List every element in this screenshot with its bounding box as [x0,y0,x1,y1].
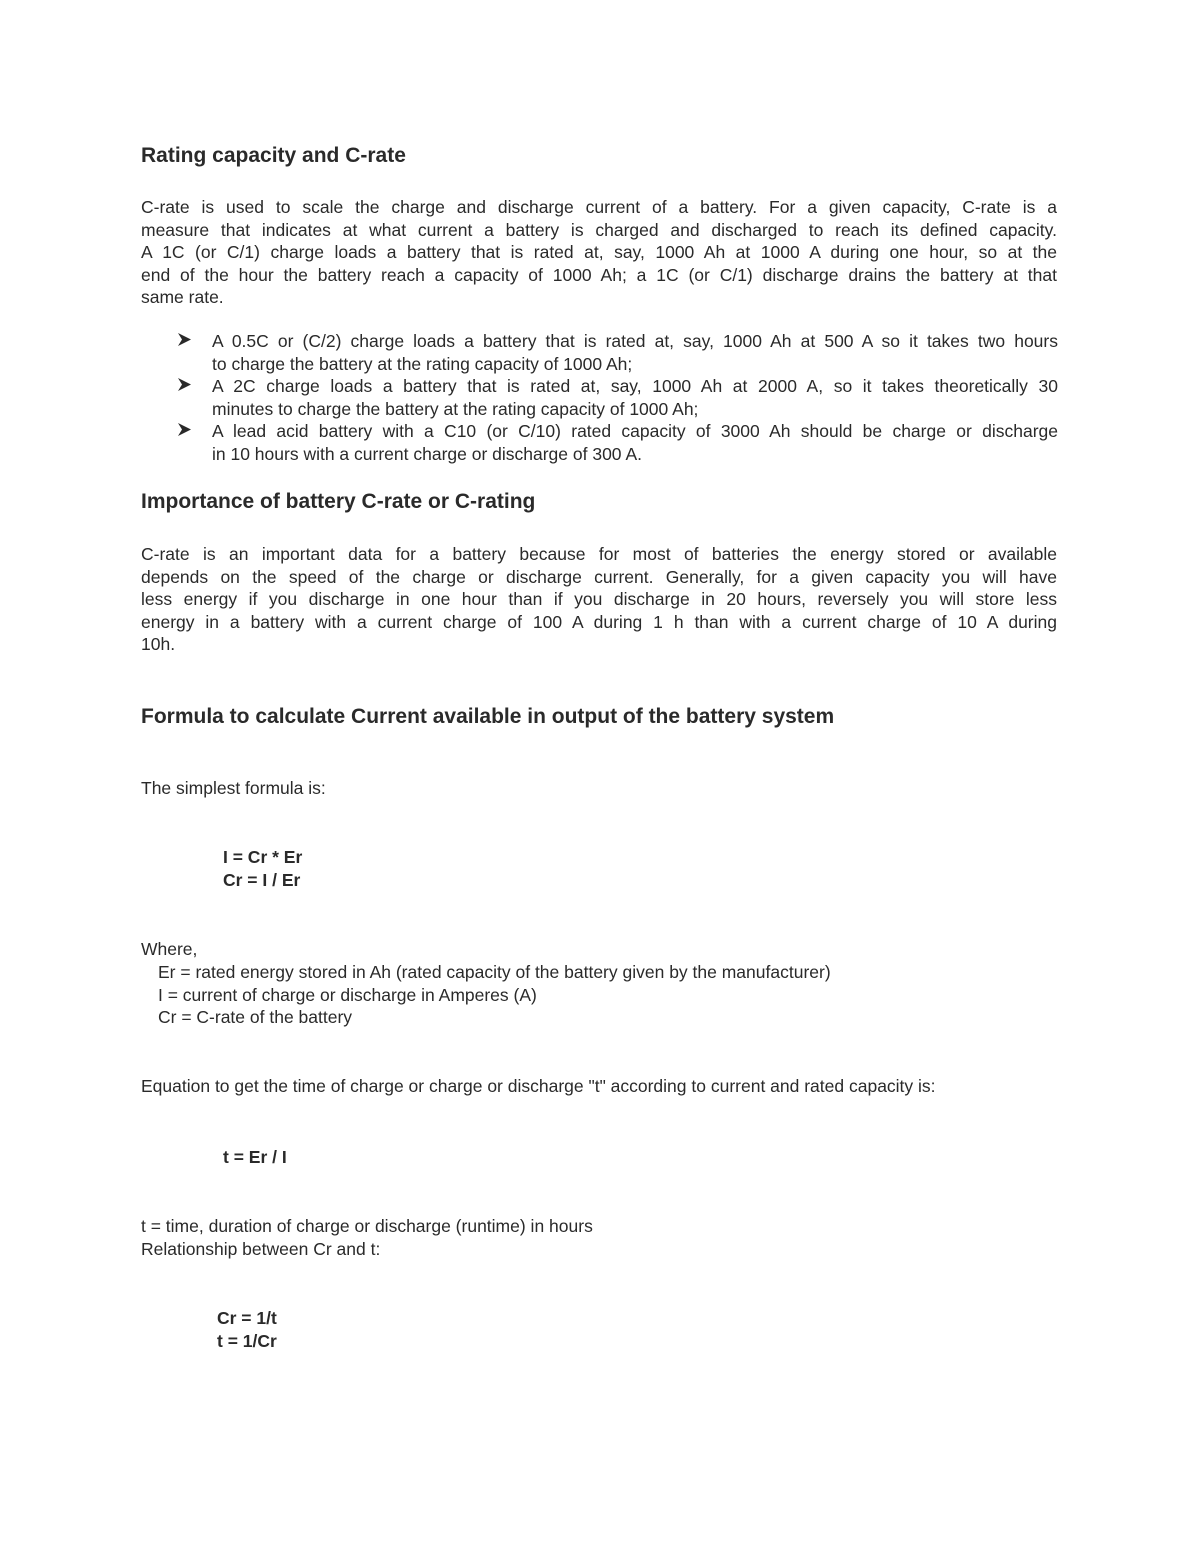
importance-paragraph-line: energy in a battery with a current charge of 100 A during 1 h than with a current charge of 10 A during [141,611,1057,632]
rating-paragraph-line: measure that indicates at what current a battery is charged and discharged to reach its defined capacity. [141,219,1057,240]
bullet-item [176,330,1058,376]
time-definition: t = time, duration of charge or discharge (runtime) in hours [141,1216,593,1236]
arrowhead-bullet-icon [176,330,194,350]
where-item-er: Er = rated energy stored in Ah (rated capacity of the battery given by the manufacturer) [158,962,831,982]
rating-paragraph-line: C-rate is used to scale the charge and discharge current of a battery. For a given capacity, C-rate is a [141,197,1057,217]
rating-paragraph-line: end of the hour the battery reach a capacity of 1000 Ah; a 1C (or C/1) discharge drains the battery at that [141,264,1057,285]
importance-paragraph-line: C-rate is an important data for a battery because for most of batteries the energy stored or available [141,544,1057,564]
bullet-line: minutes to charge the battery at the rating capacity of 1000 Ah; [212,399,699,419]
bullet-text [212,330,1058,376]
bullet-text [212,420,1058,466]
formula-current: I = Cr * Er [223,847,303,867]
bullet-line: to charge the battery at the rating capacity of 1000 Ah; [212,354,633,374]
rating-paragraph-line: same rate. [141,287,224,307]
rating-paragraph-line: A 1C (or C/1) charge loads a battery that is rated at, say, 1000 Ah at 1000 A during one hour, so at the [141,242,1057,262]
where-item-cr: Cr = C-rate of the battery [158,1007,353,1027]
where-label: Where, [141,939,198,959]
heading-importance: Importance of battery C-rate or C-rating [141,490,536,513]
bullet-line: in 10 hours with a current charge or discharge of 300 A. [212,444,642,464]
equation-intro: Equation to get the time of charge or charge or discharge "t" according to current and rated capacity is: [141,1076,936,1096]
bullet-item [176,420,1058,466]
importance-paragraph-line: 10h. [141,634,176,654]
formula-relationship-cr: Cr = 1/t [217,1308,277,1328]
relationship-label: Relationship between Cr and t: [141,1239,381,1259]
formula-crate: Cr = I / Er [223,870,301,890]
importance-paragraph-line: less energy if you discharge in one hour than if you discharge in 20 hours, reversely you will store less [141,589,1057,609]
formula-relationship-t: t = 1/Cr [217,1331,277,1351]
importance-paragraph [141,543,1057,656]
heading-formula: Formula to calculate Current available in output of the battery system [141,705,835,728]
bullet-text [212,375,1058,421]
bullet-line: A 2C charge loads a battery that is rated at, say, 1000 Ah at 2000 A, so it takes theoretically 30 [212,376,1058,396]
bullet-line: A 0.5C or (C/2) charge loads a battery that is rated at, say, 1000 Ah at 500 A so it takes two hours [212,331,1058,351]
rating-paragraph [141,196,1057,309]
formula-intro: The simplest formula is: [141,778,326,798]
arrowhead-bullet-icon [176,420,194,440]
arrowhead-bullet-icon [176,375,194,395]
where-item-i: I = current of charge or discharge in Amperes (A) [158,985,537,1005]
importance-paragraph-line: depends on the speed of the charge or discharge current. Generally, for a given capacity you will have [141,566,1057,587]
heading-rating-capacity: Rating capacity and C-rate [141,144,406,167]
bullet-item [176,375,1058,421]
bullet-line: A lead acid battery with a C10 (or C/10) rated capacity of 3000 Ah should be charge or discharge [212,421,1058,441]
formula-time: t = Er / I [223,1147,287,1167]
